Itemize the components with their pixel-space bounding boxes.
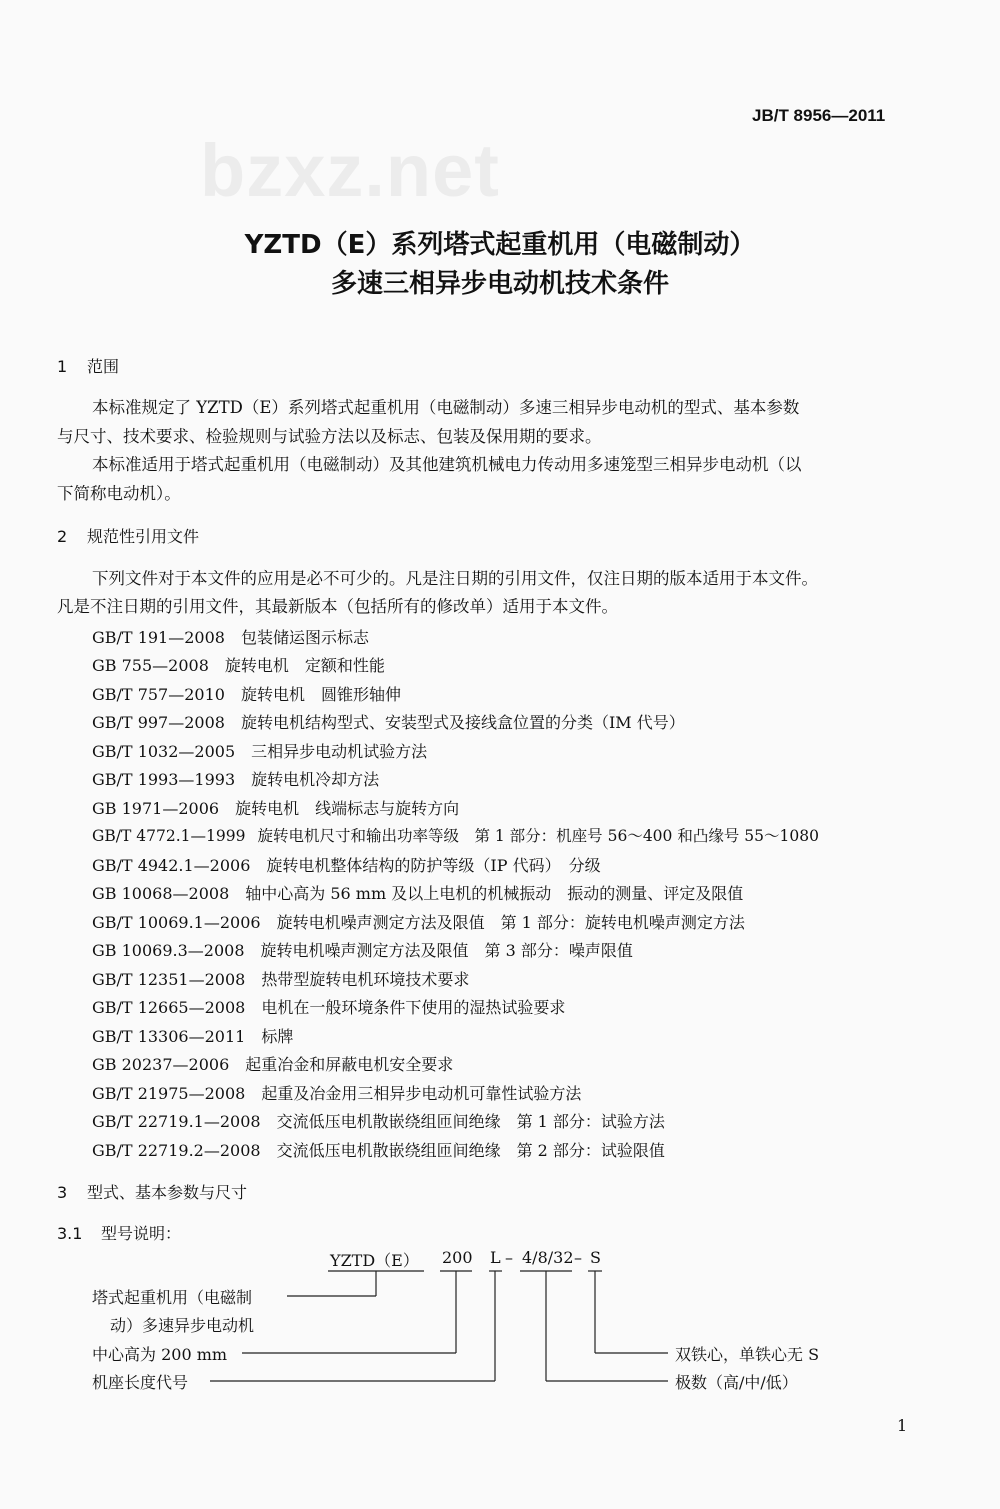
paragraph-line: 与尺寸、技术要求、检验规则与试验方法以及标志、包装及保用期的要求。 [57,427,602,446]
model-part-height: 200 [442,1248,473,1267]
reference-title: 旋转电机 定额和性能 [224,656,385,675]
section-number: 3 [57,1183,68,1202]
reference-title: 旋转电机尺寸和输出功率等级 第 1 部分：机座号 56～400 和凸缘号 55～1080 [257,827,819,845]
document-title-line1: YZTD（E）系列塔式起重机用（电磁制动） [244,230,756,260]
paragraph-line: 下列文件对于本文件的应用是必不可少的。凡是注日期的引用文件，仅注日期的版本适用于本文件。 [92,569,818,588]
reference-code: GB 755—2008 [92,656,209,675]
watermark: bzxz.net [200,129,500,212]
label-center-height: 中心高为 200 mm [92,1345,228,1364]
reference-code: GB/T 13306—2011 [92,1027,246,1046]
page-number: 1 [897,1416,908,1435]
model-part-dash: – [574,1248,582,1267]
reference-code: GB/T 1993—1993 [92,770,236,789]
reference-code: GB 20237—2006 [92,1055,230,1074]
standard-number: JB/T 8956—2011 [752,106,886,125]
reference-title: 热带型旋转电机环境技术要求 [261,970,470,989]
reference-code: GB/T 4942.1—2006 [92,856,251,875]
reference-code: GB/T 22719.2—2008 [92,1141,261,1160]
subsection-number: 3.1 [57,1224,83,1243]
reference-code: GB/T 12351—2008 [92,970,246,989]
paragraph-line: 本标准规定了 YZTD（E）系列塔式起重机用（电磁制动）多速三相异步电动机的型式、基本参数 [92,398,800,417]
reference-title: 起重冶金和屏蔽电机安全要求 [245,1055,454,1074]
reference-code: GB/T 12665—2008 [92,998,246,1017]
reference-title: 旋转电机 线端标志与旋转方向 [235,799,460,818]
label-series-line1: 塔式起重机用（电磁制 [92,1288,253,1307]
reference-title: 旋转电机结构型式、安装型式及接线盒位置的分类（IM 代号） [240,713,685,732]
section-title: 型式、基本参数与尺寸 [87,1183,248,1202]
section-title: 范围 [87,357,120,376]
reference-title: 包装储运图示标志 [240,628,369,647]
reference-title: 旋转电机 圆锥形轴伸 [240,685,401,704]
reference-title: 旋转电机噪声测定方法及限值 第 1 部分：旋转电机噪声测定方法 [276,913,745,932]
reference-title: 电机在一般环境条件下使用的湿热试验要求 [261,998,566,1017]
reference-title: 交流低压电机散嵌绕组匝间绝缘 第 2 部分：试验限值 [276,1141,665,1160]
reference-title: 交流低压电机散嵌绕组匝间绝缘 第 1 部分：试验方法 [276,1112,665,1131]
section-number: 2 [57,527,68,546]
model-part-length: L [490,1248,501,1267]
subsection-title: 型号说明： [101,1224,182,1243]
document-title-line2: 多速三相异步电动机技术条件 [330,269,669,299]
reference-code: GB/T 4772.1—1999 [92,827,246,845]
reference-title: 起重及冶金用三相异步电动机可靠性试验方法 [261,1084,582,1103]
reference-code: GB/T 1032—2005 [92,742,236,761]
reference-code: GB/T 757—2010 [92,685,225,704]
reference-title: 旋转电机整体结构的防护等级（IP 代码） 分级 [266,856,601,875]
reference-title: 轴中心高为 56 mm 及以上电机的机械振动 振动的测量、评定及限值 [245,884,744,903]
reference-code: GB/T 10069.1—2006 [92,913,261,932]
paragraph-line: 凡是不注日期的引用文件，其最新版本（包括所有的修改单）适用于本文件。 [57,597,618,616]
model-part-series: YZTD（E） [330,1251,419,1270]
section-title: 规范性引用文件 [87,527,200,546]
reference-code: GB/T 21975—2008 [92,1084,246,1103]
label-core: 双铁心，单铁心无 S [675,1345,820,1364]
reference-code: GB/T 22719.1—2008 [92,1112,261,1131]
label-frame-length: 机座长度代号 [92,1373,189,1392]
reference-code: GB 10069.3—2008 [92,941,245,960]
reference-code: GB 10068—2008 [92,884,230,903]
model-part-poles: 4/8/32 [522,1248,574,1267]
paragraph-line: 下简称电动机）。 [57,484,181,503]
label-poles: 极数（高/中/低） [675,1373,798,1392]
reference-code: GB/T 997—2008 [92,713,225,732]
model-part-dash: – [505,1248,513,1267]
reference-code: GB/T 191—2008 [92,628,225,647]
label-series-line2: 动）多速异步电动机 [110,1316,255,1335]
paragraph-line: 本标准适用于塔式起重机用（电磁制动）及其他建筑机械电力传动用多速笼型三相异步电动机（以 [92,455,802,474]
reference-title: 标牌 [261,1027,294,1046]
reference-title: 旋转电机噪声测定方法及限值 第 3 部分：噪声限值 [260,941,633,960]
reference-title: 三相异步电动机试验方法 [251,742,428,761]
reference-code: GB 1971—2006 [92,799,220,818]
section-number: 1 [57,357,68,376]
model-part-core: S [590,1248,601,1267]
reference-title: 旋转电机冷却方法 [251,770,380,789]
